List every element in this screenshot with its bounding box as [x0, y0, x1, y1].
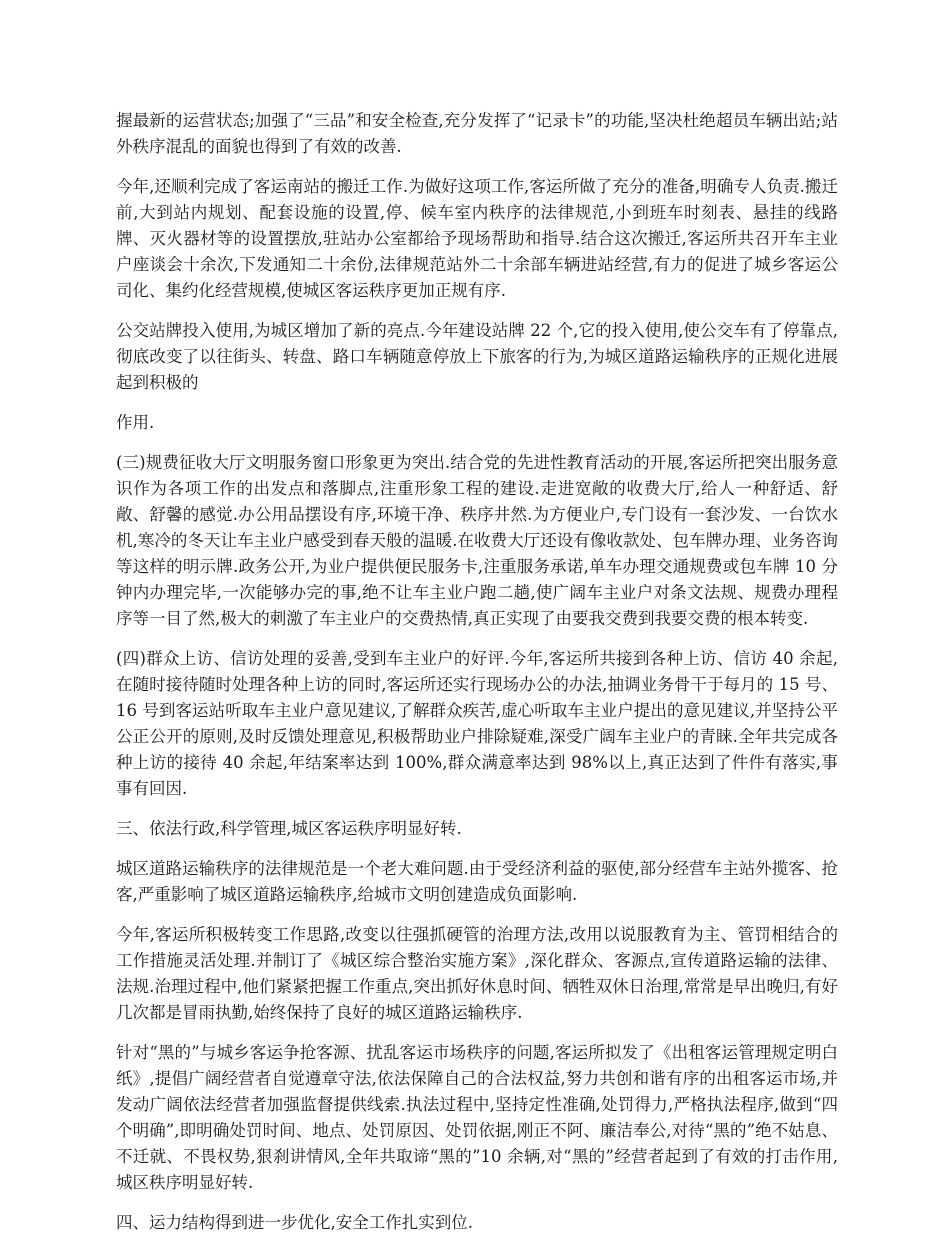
paragraph-6: (四)群众上访、信访处理的妥善,受到车主业户的好评.今年,客运所共接到各种上访、信访 40 余起,在随时接待随时处理各种上访的同时,客运所还实行现场办公的办法,抽调业务骨干于每月的 15 号、16 号到客运站听取车主业户意见建议,了解群众疾苦,虚心听取车主业户提出的意见建议,并坚持公平公正公开的原则,及时反馈处理意见,积极帮助业户排除疑难,深受广阔车主业户的青睐.全年共完成各种上访的接待 40 余起,年结案率达到 100%,群众满意率达到 98%以上,真正达到了件件有落实,事事有回因. [116, 649, 838, 798]
paragraph-10: 针对“黑的”与城乡客运争抢客源、扰乱客运市场秩序的问题,客运所拟发了《出租客运管理规定明白纸》,提倡广阔经营者自觉遵章守法,依法保障自己的合法权益,努力共创和谐有序的出租客运市场,并发动广阔依法经营者加强监督提供线索.执法过程中,坚持定性准确,处罚得力,严格执法程序,做到“四个明确”,即明确处罚时间、地点、处罚原因、处罚依据,刚正不阿、廉洁奉公,对待“黑的”绝不姑息、不迁就、不畏权势,狠刹讲情风,全年共取谛“黑的”10 余辆,对“黑的”经营者起到了有效的打击作用,城区秩序明显好转. [116, 1043, 838, 1192]
document-body [116, 108, 838, 1250]
paragraph-5: (三)规费征收大厅文明服务窗口形象更为突出.结合党的先进性教育活动的开展,客运所把突出服务意识作为各项工作的出发点和落脚点,注重形象工程的建设.走进宽敞的收费大厅,给人一种舒适、舒敞、舒馨的感觉.办公用品摆设有序,环境干净、秩序井然.为方便业户,专门设有一套沙发、一台饮水机,寒冷的冬天让车主业户感受到春天般的温暖.在收费大厅还设有像收款处、包车牌办理、业务咨询等这样的明示牌.政务公开,为业户提供便民服务卡,注重服务承诺,单车办理交通规费或包车牌 10 分钟内办理完毕,一次能够办完的事,绝不让车主业户跑二趟,使广阔车主业户对条文法规、规费办理程序等一目了然,极大的刺激了车主业户的交费热情,真正实现了由要我交费到我要交费的根本转变. [116, 453, 838, 628]
paragraph-3: 公交站牌投入使用,为城区增加了新的亮点.今年建设站牌 22 个,它的投入使用,使公交车有了停靠点,彻底改变了以往街头、转盘、路口车辆随意停放上下旅客的行为,为城区道路运输秩序的正规化进展起到积极的 [116, 321, 838, 392]
section-heading-3: 三、依法行政,科学管理,城区客运秩序明显好转. [116, 819, 462, 838]
paragraph-4: 作用. [116, 413, 155, 432]
paragraph-8: 城区道路运输秩序的法律规范是一个老大难问题.由于受经济利益的驱使,部分经营车主站外揽客、抢客,严重影响了城区道路运输秩序,给城市文明创建造成负面影响. [116, 859, 838, 904]
paragraph-2: 今年,还顺利完成了客运南站的搬迁工作.为做好这项工作,客运所做了充分的准备,明确专人负责.搬迁前,大到站内规划、配套设施的设置,停、候车室内秩序的法律规范,小到班车时刻表、悬挂的线路牌、灭火器材等的设置摆放,驻站办公室都给予现场帮助和指导.结合这次搬迁,客运所共召开车主业户座谈会十余次,下发通知二十余份,法律规范站外二十余部车辆进站经营,有力的促进了城乡客运公司化、集约化经营规模,使城区客运秩序更加正规有序. [116, 177, 838, 300]
section-heading-4: 四、运力结构得到进一步优化,安全工作扎实到位. [116, 1213, 473, 1232]
paragraph-1: 握最新的运营状态;加强了“三品”和安全检查,充分发挥了“记录卡”的功能,坚决杜绝超员车辆出站;站外秩序混乱的面貌也得到了有效的改善. [116, 111, 838, 156]
paragraph-9: 今年,客运所积极转变工作思路,改变以往强抓硬管的治理方法,改用以说服教育为主、管罚相结合的工作措施灵活处理.并制订了《城区综合整治实施方案》,深化群众、客源点,宣传道路运输的法律、法规.治理过程中,他们紧紧把握工作重点,突出抓好休息时间、牺牲双休日治理,常常是早出晚归,有好几次都是冒雨执勤,始终保持了良好的城区道路运输秩序. [116, 925, 838, 1022]
